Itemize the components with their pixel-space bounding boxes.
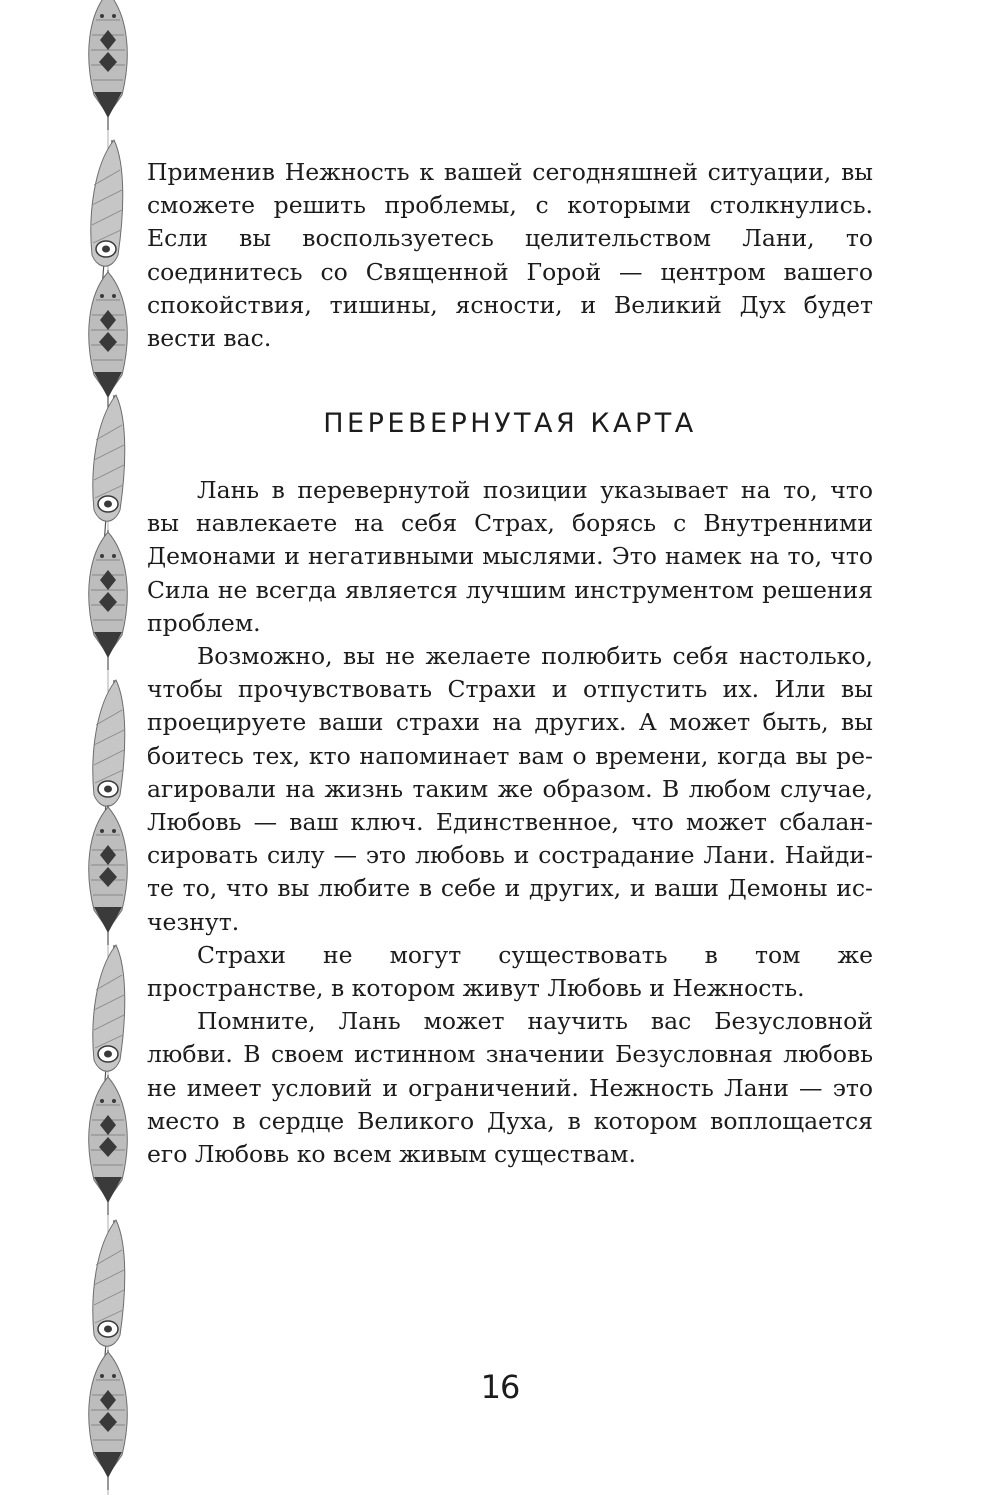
feather-icon bbox=[93, 945, 125, 1095]
body-paragraph: Лань в перевернутой позиции указывает на то, что вы навлекаете на себя Страх, борясь с Внутренними Демонами и негативными мыслями. Это намек на то, что Сила не всегда является лучшим инструментом решения проблем. bbox=[147, 476, 873, 637]
body-paragraph: Возможно, вы не желаете полюбить себя настолько, чтобы прочувствовать Страхи и отпустить их. Или вы проецируете ваши страхи на других. А может быть, вы боитесь тех, кто напоминает вам о времени, когда вы реагировали на жизнь таким же образом. В любом случае, Любовь — ваш ключ. Единственное, что может сбалансировать силу — это любовь и сострадание Лани. Найдите то, что вы любите в себе и других, и ваши Демоны исчезнут. bbox=[147, 642, 873, 936]
feather-icon bbox=[89, 530, 128, 670]
intro-paragraph: Применив Нежность к вашей сегодняшней ситуации, вы сможете решить проблемы, с которыми столкнулись. Если вы воспользуетесь целительством Лани, то соединитесь со Священной Горой — центром вашего спокойствия, тишины, ясности, и Великий Дух будет вести вас. bbox=[147, 158, 873, 353]
feather-icon bbox=[89, 0, 128, 130]
body-paragraph: Страхи не могут существовать в том же пространстве, в котором живут Любовь и Нежность. bbox=[147, 940, 873, 1003]
feather-icon bbox=[89, 1075, 128, 1215]
reversed-card-section bbox=[147, 474, 873, 1171]
feather-icon bbox=[93, 1220, 125, 1370]
body-paragraph: Помните, Лань может научить вас Безусловной любви. В своем истинном значении Безусловная любовь не имеет условий и ограничений. Нежность Лани — это место в сердце Великого Духа, в котором воплощается его Любовь ко всем живым существам. bbox=[147, 1007, 873, 1169]
feather-icon bbox=[93, 395, 125, 545]
feather-icon bbox=[89, 805, 128, 945]
feather-border bbox=[0, 0, 150, 1495]
page-number: 16 bbox=[480, 1368, 520, 1406]
feather-icon bbox=[91, 140, 123, 290]
feather-icon bbox=[89, 270, 128, 410]
section-heading: ПЕРЕВЕРНУТАЯ КАРТА bbox=[323, 408, 697, 439]
intro-section bbox=[147, 156, 873, 355]
